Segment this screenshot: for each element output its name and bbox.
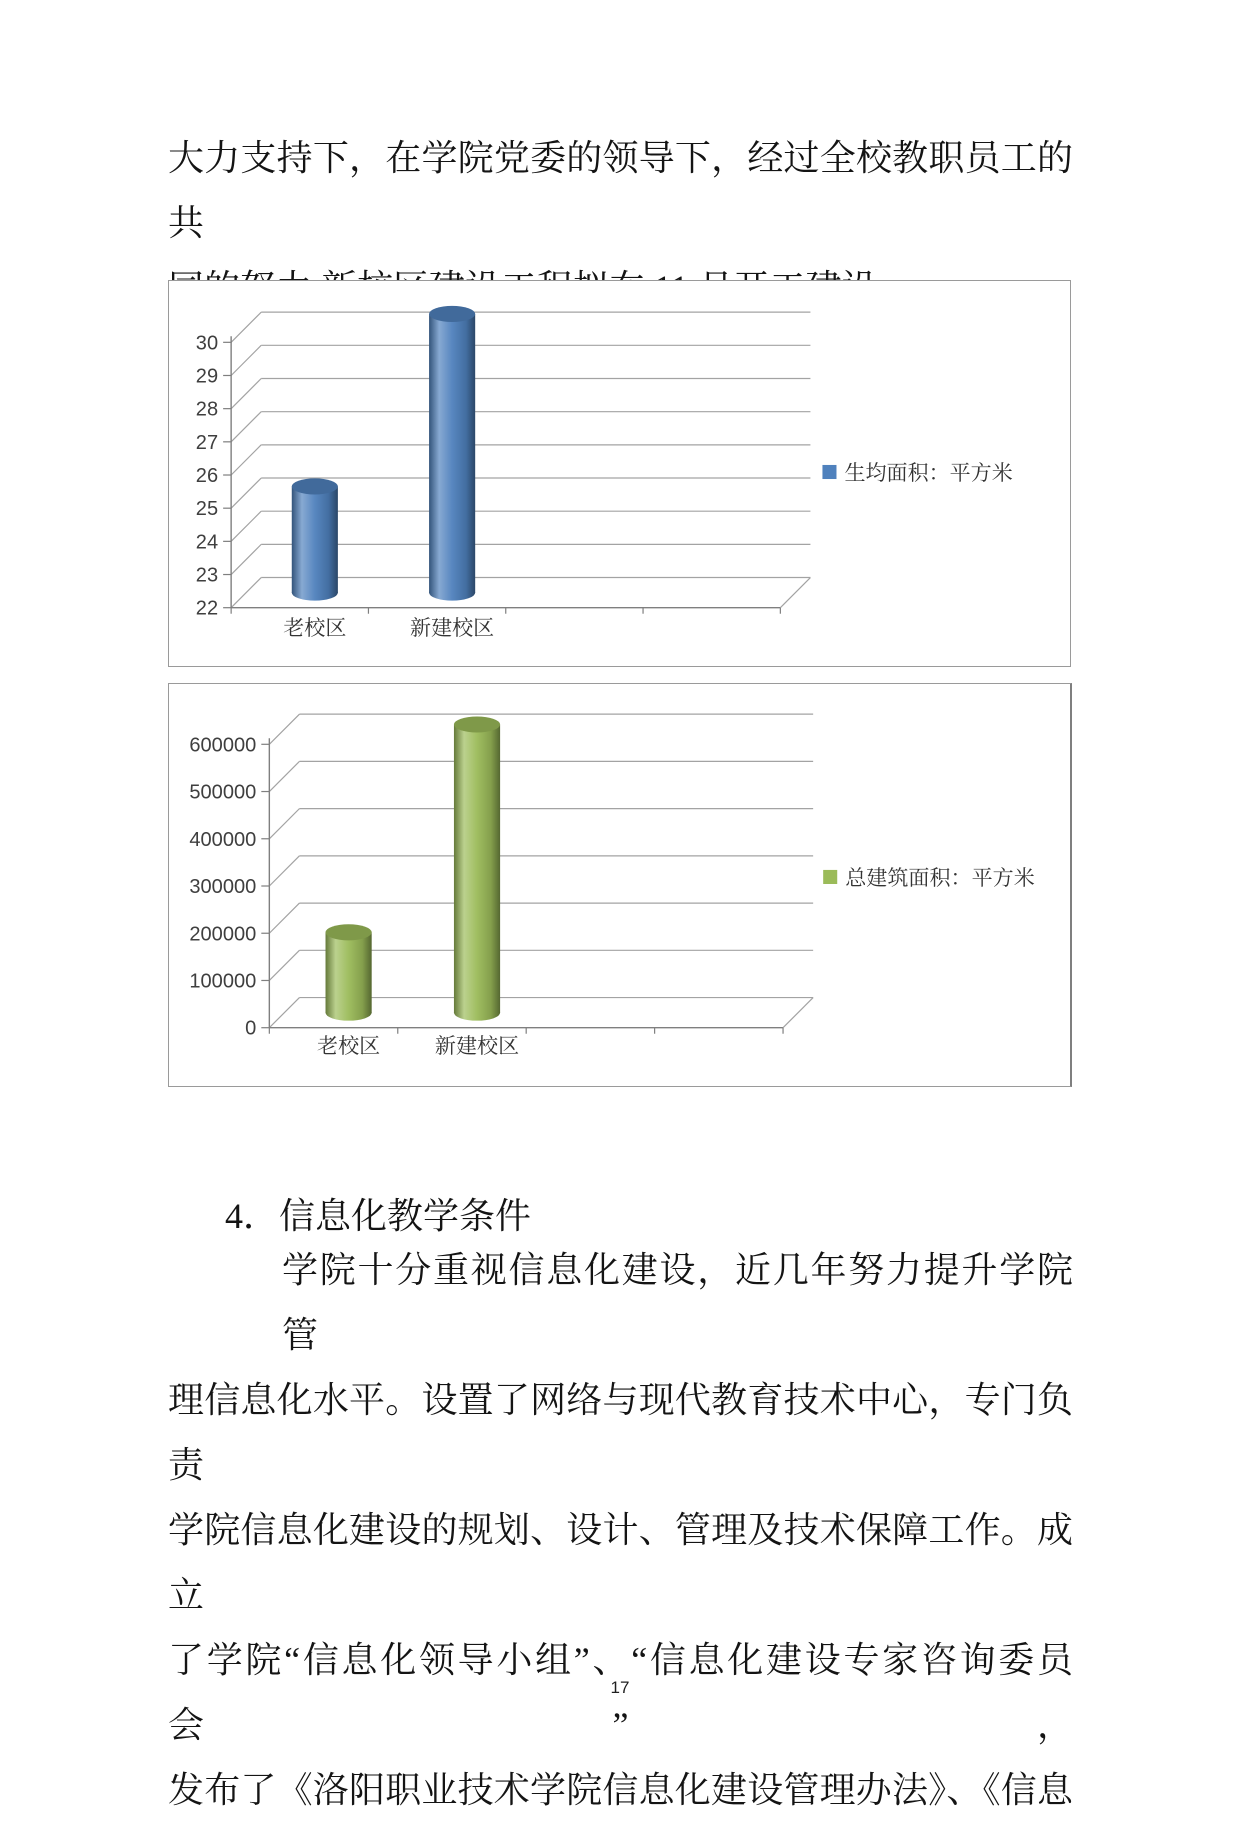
legend: [822, 461, 1012, 485]
text-line: 学院信息化建设的规划、设计、管理及技术保障工作。成立: [168, 1510, 1073, 1615]
cylinder-bar: [326, 924, 372, 1020]
svg-text:600000: 600000: [189, 734, 257, 757]
text-line: 理信息化水平。设置了网络与现代教育技术中心，专门负责: [168, 1380, 1073, 1485]
chart-area-per-student: [168, 280, 1071, 667]
svg-text:100000: 100000: [189, 970, 257, 993]
category-labels: [317, 1034, 519, 1058]
cylinder-bar: [454, 716, 500, 1020]
legend: [823, 866, 1035, 890]
svg-text:27: 27: [195, 431, 219, 454]
svg-text:400000: 400000: [189, 828, 257, 851]
legend-label: 总建筑面积：平方米: [845, 866, 1035, 891]
svg-text:28: 28: [195, 398, 219, 421]
svg-text:老校区: 老校区: [283, 616, 347, 640]
bars: [292, 306, 475, 601]
cylinder-chart-per-student-area: [169, 281, 1070, 666]
section-heading: 4．信息化教学条件: [225, 1196, 532, 1236]
svg-text:老校区: 老校区: [317, 1034, 381, 1058]
svg-text:25: 25: [195, 498, 219, 521]
chart-total-building-area: [168, 683, 1072, 1087]
text-line: 发布了《洛阳职业技术学院信息化建设管理办法》、《信息: [168, 1770, 1073, 1810]
paragraph-body: [168, 1238, 1073, 1823]
y-axis-labels: [189, 734, 256, 1039]
svg-text:26: 26: [195, 465, 219, 488]
text-line: 学院十分重视信息化建设，近几年努力提升学院管: [282, 1250, 1073, 1355]
svg-text:29: 29: [195, 365, 219, 388]
cylinder-bar: [292, 478, 338, 600]
text-line: 了学院“信息化领导小组”、“信息化建设专家咨询委员会”，: [168, 1640, 1073, 1745]
cylinder-chart-total-building-area: [169, 684, 1070, 1086]
svg-text:30: 30: [195, 332, 219, 355]
legend-marker: [823, 870, 837, 884]
svg-text:新建校区: 新建校区: [434, 1034, 520, 1058]
svg-text:新建校区: 新建校区: [410, 616, 495, 640]
text-line: 大力支持下，在学院党委的领导下，经过全校教职员工的共: [168, 138, 1073, 243]
svg-text:0: 0: [245, 1017, 257, 1040]
legend-label: 生均面积：平方米: [844, 462, 1013, 486]
bars: [326, 716, 501, 1020]
svg-text:300000: 300000: [189, 876, 257, 899]
svg-text:23: 23: [195, 564, 219, 587]
svg-text:500000: 500000: [189, 781, 257, 804]
svg-text:200000: 200000: [189, 923, 257, 946]
svg-text:22: 22: [195, 597, 219, 620]
svg-text:24: 24: [195, 531, 219, 554]
category-labels: [283, 616, 494, 640]
legend-marker: [822, 465, 836, 479]
cylinder-bar: [429, 306, 475, 601]
page-number: 17: [610, 1678, 630, 1697]
y-axis-labels: [196, 332, 218, 619]
